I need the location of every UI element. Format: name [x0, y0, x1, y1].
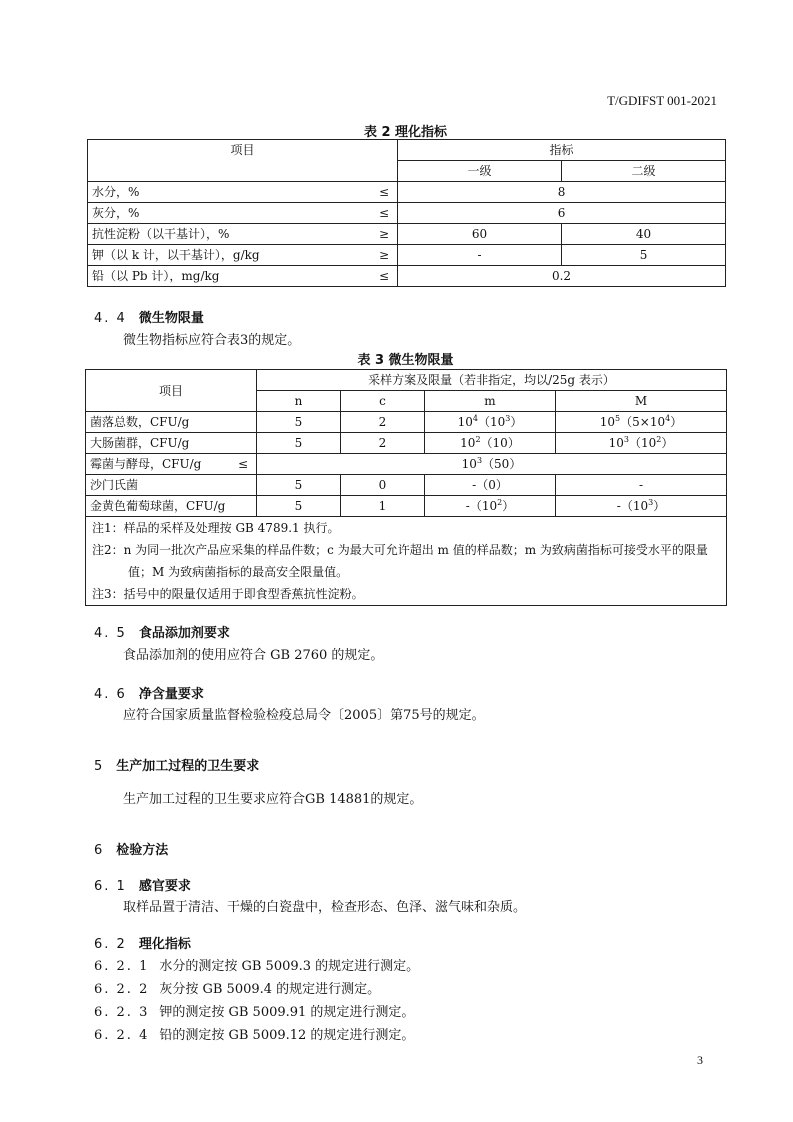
row-n: 5: [257, 475, 341, 496]
note-3: 注3：括号中的限量仅适用于即食型香蕉抗性淀粉。: [92, 587, 364, 601]
table2-grade2: 二级: [562, 161, 726, 182]
note-2: 注2：n 为同一批次产品应采集的样品件数；c 为最大可允许超出 m 值的样品数；m 为致病菌指标可接受水平的限量: [92, 543, 708, 557]
table3-notes: [86, 517, 727, 606]
table2-caption: 表 2 理化指标: [363, 125, 448, 140]
row-name: 沙门氏菌: [86, 475, 257, 496]
row-limit: $10^3(50)$: [257, 454, 727, 475]
section-4-4-text: 微生物指标应符合表3的规定。: [123, 333, 301, 348]
table3-head-M: M: [556, 391, 727, 412]
row-n: 5: [257, 412, 341, 433]
section-4-6-heading: 4. 6 净含量要求: [94, 687, 204, 702]
row-name: 金黄色葡萄球菌，CFU/g: [86, 496, 257, 517]
row-M: $-(10^3)$: [556, 496, 727, 517]
table3-head-n: n: [257, 391, 341, 412]
note-1: 注1：样品的采样及处理按 GB 4789.1 执行。: [92, 521, 340, 535]
comparison-symbol: ≥: [378, 227, 389, 241]
section-6-1-text: 取样品置于清洁、干燥的白瓷盘中，检查形态、色泽、滋气味和杂质。: [123, 900, 527, 915]
table2-grade1: 一级: [398, 161, 562, 182]
note-2-cont: 值；M 为致病菌指标的最高安全限量值。: [128, 565, 349, 579]
row-m: $10^2(10)$: [425, 433, 556, 454]
table3: [85, 369, 727, 606]
section-6-1-heading: 6. 1 感官要求: [94, 879, 191, 894]
row-M: -: [556, 475, 727, 496]
section-5-text: 生产加工过程的卫生要求应符合GB 14881的规定。: [123, 792, 423, 807]
row-n: 5: [257, 496, 341, 517]
row-m: $-(10^2)$: [425, 496, 556, 517]
table-row: [86, 454, 727, 475]
table2-head-index: 指标: [398, 140, 726, 161]
row-value-grade1: 60: [398, 224, 562, 245]
row-name: 大肠菌群，CFU/g: [86, 433, 257, 454]
table-row: [88, 203, 726, 224]
row-c: 2: [341, 412, 425, 433]
row-name: 霉菌与酵母，CFU/g: [90, 457, 202, 471]
table-row: [88, 245, 726, 266]
section-6-2-1: 6. 2. 1 水分的测定按 GB 5009.3 的规定进行测定。: [94, 959, 420, 974]
row-M: $10^5(5\times 10^4)$: [556, 412, 727, 433]
section-4-5-text: 食品添加剂的使用应符合 GB 2760 的规定。: [123, 648, 384, 663]
row-c: 1: [341, 496, 425, 517]
section-5-heading: 5 生产加工过程的卫生要求: [94, 759, 260, 774]
table-row: [88, 266, 726, 287]
section-4-6-text: 应符合国家质量监督检验检疫总局令〔2005〕第75号的规定。: [123, 708, 485, 723]
comparison-symbol: ≤: [378, 185, 389, 199]
row-name: 铅（以 Pb 计），mg/kg: [92, 269, 220, 283]
section-6-2-2: 6. 2. 2 灰分按 GB 5009.4 的规定进行测定。: [94, 982, 381, 997]
row-name: 水分，%: [92, 185, 140, 199]
row-value-grade2: 40: [562, 224, 726, 245]
table-row: [86, 496, 727, 517]
section-6-heading: 6 检验方法: [94, 843, 169, 858]
table3-caption: 表 3 微生物限量: [357, 353, 454, 368]
row-value-grade2: 5: [562, 245, 726, 266]
table2-head-item: 项目: [88, 140, 398, 182]
comparison-symbol: ≤: [378, 269, 389, 283]
table3-head-c: c: [341, 391, 425, 412]
table-row: [86, 412, 727, 433]
section-6-2-4: 6. 2. 4 铅的测定按 GB 5009.12 的规定进行测定。: [94, 1028, 415, 1043]
row-value: 6: [398, 203, 726, 224]
row-name: 灰分，%: [92, 206, 140, 220]
row-name: 抗性淀粉（以干基计），%: [92, 227, 230, 241]
section-6-2-heading: 6. 2 理化指标: [94, 937, 191, 952]
table3-head-item: 项目: [86, 370, 257, 412]
section-4-5-heading: 4. 5 食品添加剂要求: [94, 626, 230, 641]
row-M: $10^3(10^2)$: [556, 433, 727, 454]
row-value: 0.2: [398, 266, 726, 287]
comparison-symbol: ≤: [237, 457, 248, 471]
row-c: 2: [341, 433, 425, 454]
row-value: 8: [398, 182, 726, 203]
table-row: [88, 224, 726, 245]
table3-head-plan: 采样方案及限量（若非指定，均以/25g 表示）: [257, 370, 727, 391]
row-name: 菌落总数，CFU/g: [86, 412, 257, 433]
table2: [87, 139, 726, 287]
comparison-symbol: ≤: [378, 206, 389, 220]
row-n: 5: [257, 433, 341, 454]
comparison-symbol: ≥: [378, 248, 389, 262]
row-m: $10^4(10^3)$: [425, 412, 556, 433]
page-number: 3: [697, 1053, 703, 1067]
row-c: 0: [341, 475, 425, 496]
row-m: -（0）: [425, 475, 556, 496]
section-6-2-3: 6. 2. 3 钾的测定按 GB 5009.91 的规定进行测定。: [94, 1005, 415, 1020]
table-row: [86, 475, 727, 496]
row-name: 钾（以 k 计，以干基计），g/kg: [92, 248, 260, 262]
table-row: [88, 182, 726, 203]
row-value-grade1: -: [398, 245, 562, 266]
table-row: [86, 433, 727, 454]
standard-code: T/GDIFST 001-2021: [607, 93, 717, 108]
section-4-4-heading: 4. 4 微生物限量: [94, 311, 204, 326]
table3-head-m: m: [425, 391, 556, 412]
